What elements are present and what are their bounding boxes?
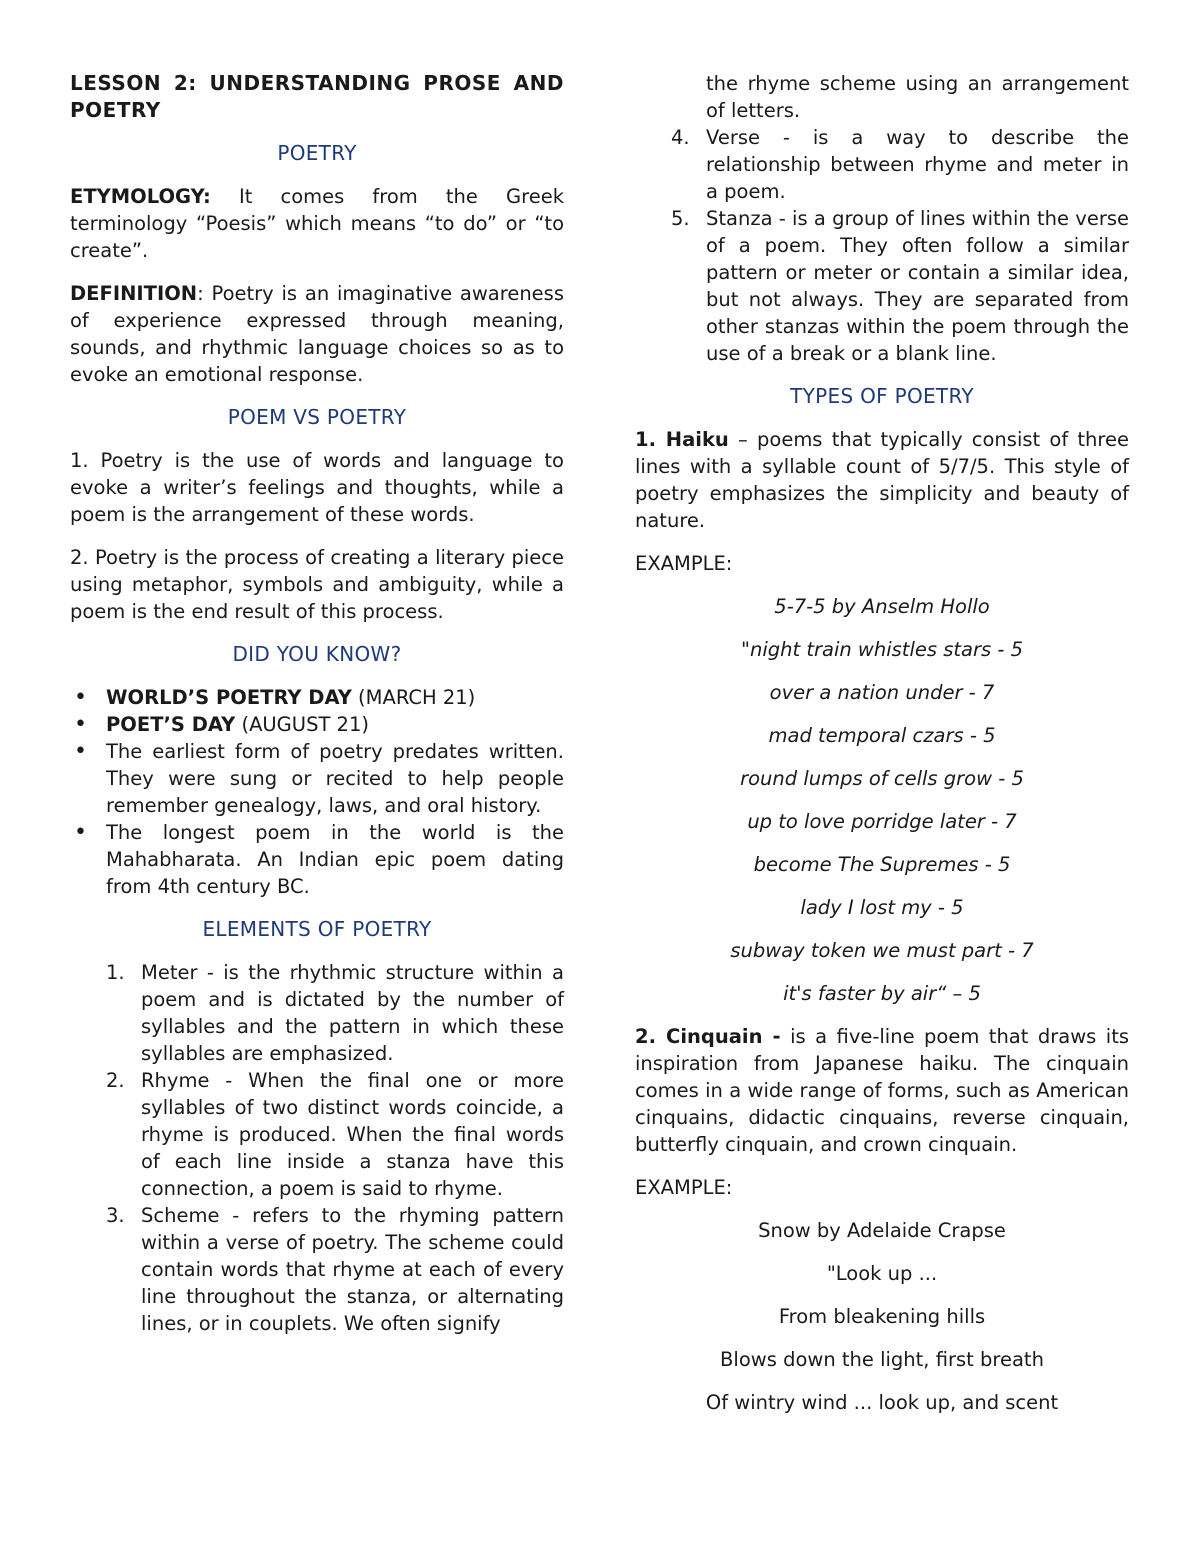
- poem-line: over a nation under - 7: [769, 681, 995, 704]
- poem-line: Blows down the light, first breath: [720, 1348, 1044, 1371]
- example-label: EXAMPLE:: [635, 1176, 733, 1199]
- fact-item: [70, 711, 564, 738]
- fact-item: [70, 819, 564, 900]
- element-number: 1.: [106, 961, 125, 984]
- types-of-poetry-heading: TYPES OF POETRY: [790, 384, 974, 408]
- elements-heading: ELEMENTS OF POETRY: [202, 917, 432, 941]
- poem-line: become The Supremes - 5: [753, 853, 1011, 876]
- right-column: [635, 70, 1129, 1432]
- scheme-continuation: the rhyme scheme using an arrangement of letters.: [706, 72, 1129, 122]
- poem-line: From bleakening hills: [778, 1305, 986, 1328]
- element-text: Verse - is a way to describe the relationship between rhyme and meter in a poem.: [706, 126, 1129, 203]
- poem-line: it's faster by air“ – 5: [783, 982, 981, 1005]
- facts-list: [70, 684, 564, 900]
- poem-line: subway token we must part - 7: [730, 939, 1034, 962]
- poem-line: up to love porridge later - 7: [747, 810, 1017, 833]
- cinquain-paragraph: [635, 1023, 1129, 1158]
- definition-label: DEFINITION: [70, 282, 198, 305]
- fact-bold: WORLD’S POETRY DAY: [106, 686, 352, 709]
- poem-line: "night train whistles stars - 5: [741, 638, 1023, 661]
- element-item: [70, 959, 564, 1067]
- poem-vs-poetry-heading: POEM VS POETRY: [227, 405, 407, 429]
- poem-line: Of wintry wind ... look up, and scent: [705, 1391, 1059, 1414]
- poem-line: round lumps of cells grow - 5: [740, 767, 1024, 790]
- cinquain-label: 2. Cinquain -: [635, 1025, 781, 1048]
- definition-paragraph: [70, 280, 564, 388]
- cinquain-text: is a five-line poem that draws its inspiration from Japanese haiku. The cinquain comes in a wide range of forms, such as American cinquains, didactic cinquains, reverse cinquain, butterfly cinquain, and crown cinquain.: [635, 1025, 1129, 1156]
- fact-text: The earliest form of poetry predates written. They were sung or recited to help people remember genealogy, laws, and oral history.: [106, 740, 564, 817]
- haiku-poem: [635, 593, 1129, 1007]
- element-item: [635, 205, 1129, 367]
- element-number: 5.: [671, 207, 690, 230]
- definition-text: : Poetry is an imaginative awareness of experience expressed through meaning, sounds, and rhythmic language choices so as to evoke an emotional response.: [70, 282, 564, 386]
- etymology-label: ETYMOLOGY:: [70, 185, 211, 208]
- fact-item: [70, 684, 564, 711]
- etymology-text: It comes from the Greek terminology “Poesis” which means “to do” or “to create”.: [70, 185, 564, 262]
- element-number: 2.: [106, 1069, 125, 1092]
- haiku-text: – poems that typically consist of three lines with a syllable count of 5/7/5. This style of poetry emphasizes the simplicity and beauty of nature.: [635, 428, 1129, 532]
- poem-line: mad temporal czars - 5: [768, 724, 996, 747]
- example-label: EXAMPLE:: [635, 552, 733, 575]
- poem-line: lady I lost my - 5: [800, 896, 964, 919]
- fact-text: The longest poem in the world is the Mahabharata. An Indian epic poem dating from 4th century BC.: [106, 821, 564, 898]
- element-text: Scheme - refers to the rhyming pattern within a verse of poetry. The scheme could contain words that rhyme at each of every line throughout the stanza, or alternating lines, or in couplets. We often signify: [141, 1204, 564, 1335]
- poem-line: 5-7-5 by Anselm Hollo: [774, 595, 990, 618]
- element-text: Rhyme - When the final one or more syllables of two distinct words coincide, a rhyme is produced. When the final words of each line inside a stanza have this connection, a poem is said to rhyme.: [141, 1069, 564, 1200]
- etymology-paragraph: [70, 183, 564, 264]
- fact-text: (MARCH 21): [351, 686, 476, 709]
- element-number: 3.: [106, 1204, 125, 1227]
- element-text: Meter - is the rhythmic structure within a poem and is dictated by the number of syllables and the pattern in which these syllables are emphasized.: [141, 961, 564, 1065]
- cinquain-poem: [635, 1217, 1129, 1416]
- element-number: 4.: [671, 126, 690, 149]
- fact-bold: POET’S DAY: [106, 713, 236, 736]
- poem-line: "Look up ...: [826, 1262, 938, 1285]
- left-column: [70, 70, 564, 1353]
- fact-text: (AUGUST 21): [235, 713, 369, 736]
- element-item: [70, 1067, 564, 1202]
- elements-list: [70, 959, 564, 1337]
- fact-item: [70, 738, 564, 819]
- poem-vs-poetry-point-2: 2. Poetry is the process of creating a literary piece using metaphor, symbols and ambiguity, while a poem is the end result of this process.: [70, 546, 564, 623]
- element-item: [70, 1202, 564, 1337]
- elements-list-continued: [635, 124, 1129, 367]
- lesson-title: LESSON 2: UNDERSTANDING PROSE AND POETRY: [70, 71, 564, 122]
- poem-vs-poetry-point-1: 1. Poetry is the use of words and language to evoke a writer’s feelings and thoughts, while a poem is the arrangement of these words.: [70, 449, 564, 526]
- element-item: [635, 124, 1129, 205]
- poem-line: Snow by Adelaide Crapse: [758, 1219, 1006, 1242]
- did-you-know-heading: DID YOU KNOW?: [232, 642, 402, 666]
- poetry-heading: POETRY: [277, 141, 357, 165]
- haiku-paragraph: [635, 426, 1129, 534]
- haiku-label: 1. Haiku: [635, 428, 729, 451]
- element-text: Stanza - is a group of lines within the verse of a poem. They often follow a similar pattern or meter or contain a similar idea, but not always. They are separated from other stanzas within the poem through the use of a break or a blank line.: [706, 207, 1129, 365]
